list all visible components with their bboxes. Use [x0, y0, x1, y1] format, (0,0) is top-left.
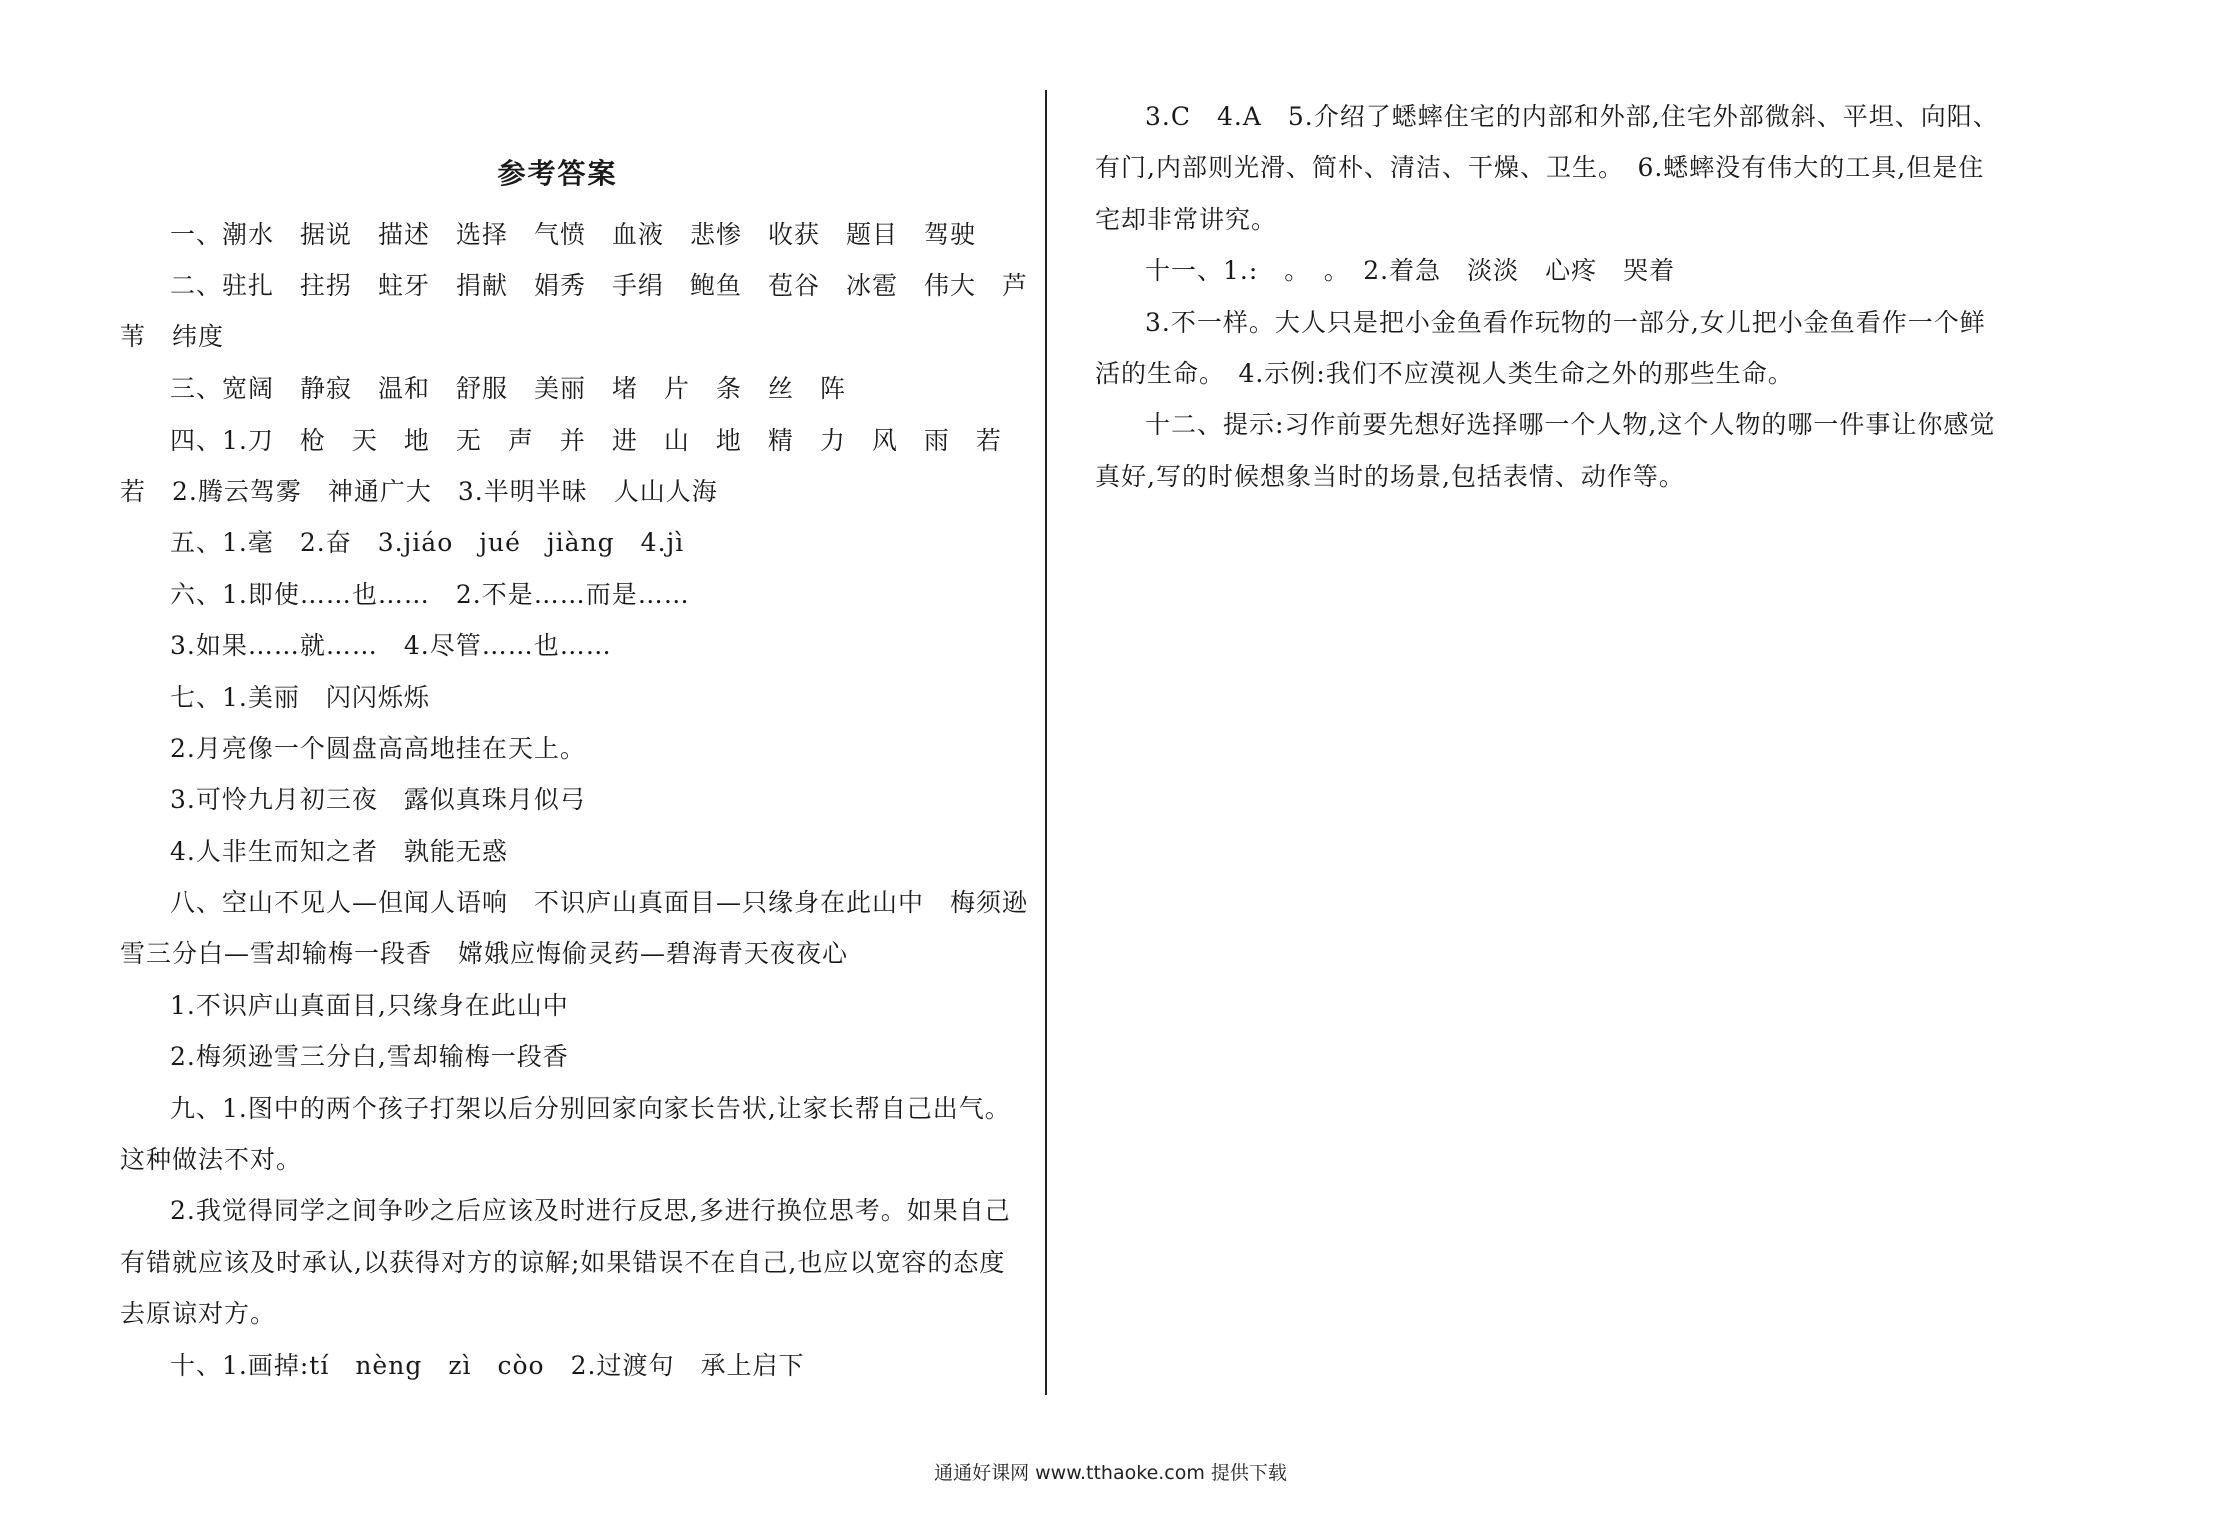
answer-line: 四、1.刀 枪 天 地 无 声 并 进 山 地 精 力 风 雨 若 — [170, 426, 1002, 455]
page-title: 参考答案 — [497, 157, 618, 190]
answer-line: 苇 纬度 — [120, 322, 225, 351]
column-divider — [1045, 90, 1047, 1395]
answer-line: 二、驻扎 拄拐 蛀牙 捐献 娟秀 手绢 鲍鱼 苞谷 冰雹 伟大 芦 — [170, 271, 1029, 300]
answer-line: 八、空山不见人—但闻人语响 不识庐山真面目—只缘身在此山中 梅须逊 — [170, 888, 1029, 917]
answer-line: 有门,内部则光滑、简朴、清洁、干燥、卫生。 6.蟋蟀没有伟大的工具,但是住 — [1095, 153, 1985, 182]
answer-line: 六、1.即使……也…… 2.不是……而是…… — [170, 580, 690, 609]
answer-line: 活的生命。 4.示例:我们不应漠视人类生命之外的那些生命。 — [1095, 359, 1794, 388]
answer-line: 1.不识庐山真面目,只缘身在此山中 — [170, 991, 569, 1020]
answer-line: 十、1.画掉:tí nèng zì còo 2.过渡句 承上启下 — [170, 1351, 805, 1380]
answer-line: 若 2.腾云驾雾 神通广大 3.半明半昧 人山人海 — [120, 477, 718, 506]
answer-line: 3.C 4.A 5.介绍了蟋蟀住宅的内部和外部,住宅外部微斜、平坦、向阳、 — [1145, 102, 1999, 131]
answer-line: 2.月亮像一个圆盘高高地挂在天上。 — [170, 734, 586, 763]
answer-line: 雪三分白—雪却输梅一段香 嫦娥应悔偷灵药—碧海青天夜夜心 — [120, 939, 849, 968]
answer-line: 七、1.美丽 闪闪烁烁 — [170, 683, 430, 712]
answer-line: 宅却非常讲究。 — [1095, 205, 1278, 234]
answer-line: 这种做法不对。 — [120, 1145, 303, 1174]
answer-line: 3.如果……就…… 4.尽管……也…… — [170, 631, 612, 660]
answer-line: 2.梅须逊雪三分白,雪却输梅一段香 — [170, 1042, 569, 1071]
answer-line: 九、1.图中的两个孩子打架以后分别回家向家长告状,让家长帮自己出气。 — [170, 1094, 1011, 1123]
footer-credit: 通通好课网 www.tthaoke.com 提供下载 — [934, 1462, 1287, 1484]
answer-line: 去原谅对方。 — [120, 1299, 277, 1328]
answer-line: 3.可怜九月初三夜 露似真珠月似弓 — [170, 785, 586, 814]
answer-line: 2.我觉得同学之间争吵之后应该及时进行反思,多进行换位思考。如果自己 — [170, 1196, 1011, 1225]
answer-line: 十二、提示:习作前要先想好选择哪一个人物,这个人物的哪一件事让你感觉 — [1145, 410, 1996, 439]
answer-line: 三、宽阔 静寂 温和 舒服 美丽 堵 片 条 丝 阵 — [170, 374, 847, 403]
answer-line: 十一、1.: 。 。 2.着急 淡淡 心疼 哭着 — [1145, 256, 1676, 285]
answer-line: 有错就应该及时承认,以获得对方的谅解;如果错误不在自己,也应以宽容的态度 — [120, 1248, 1006, 1277]
answer-line: 4.人非生而知之者 孰能无惑 — [170, 837, 508, 866]
answer-line: 3.不一样。大人只是把小金鱼看作玩物的一部分,女儿把小金鱼看作一个鲜 — [1145, 308, 1986, 337]
answer-line: 一、潮水 据说 描述 选择 气愤 血液 悲惨 收获 题目 驾驶 — [170, 220, 977, 249]
answer-line: 真好,写的时候想象当时的场景,包括表情、动作等。 — [1095, 462, 1685, 491]
answer-line: 五、1.毫 2.奋 3.jiáo jué jiàng 4.jì — [170, 528, 685, 557]
